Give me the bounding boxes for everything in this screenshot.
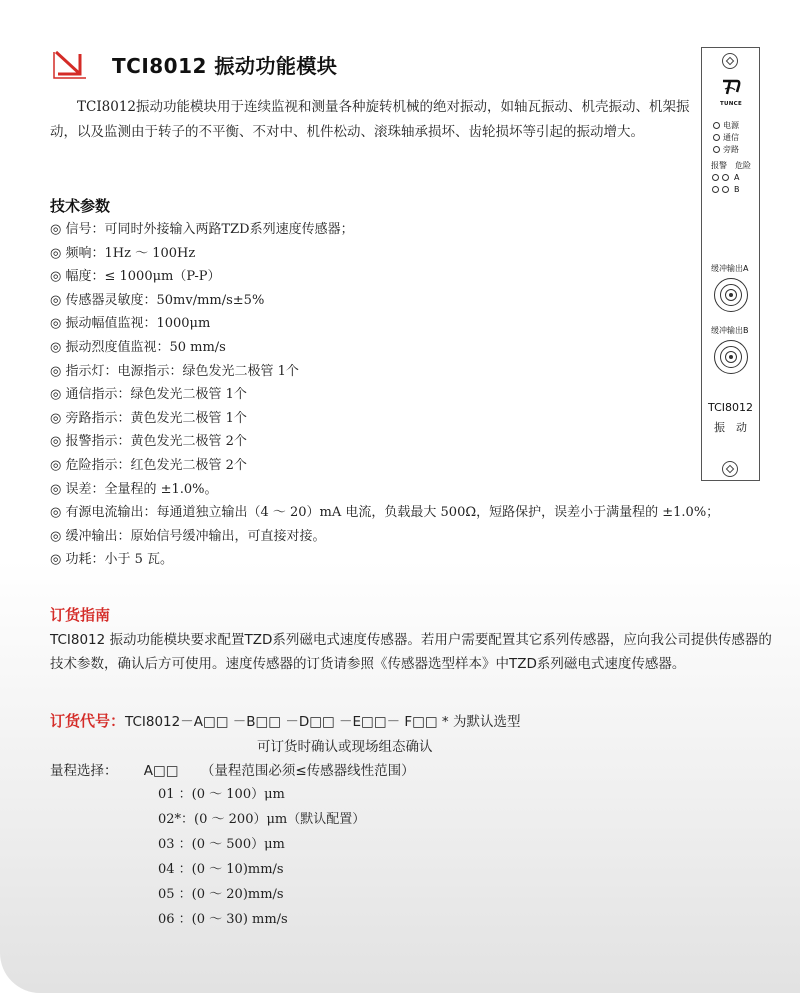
spec-item: ◎ 振动烈度值监视：50 mm/s xyxy=(50,339,226,355)
range-note: （量程范围必须≤传感器线性范围） xyxy=(200,763,415,779)
bnc-connector-icon xyxy=(714,340,748,374)
range-code: A□□ xyxy=(143,763,179,779)
alarm-label: 报警 xyxy=(711,161,727,170)
page-title: TCI8012 振动功能模块 xyxy=(112,53,338,78)
brand-logo xyxy=(718,78,744,108)
buffer-a-label: 缓冲输出A xyxy=(711,264,749,273)
led-icon xyxy=(712,174,719,181)
order-code-row xyxy=(50,710,520,731)
range-option: 03 ：(0 ～ 500）μm xyxy=(158,837,285,852)
spec-item: ◎ 旁路指示：黄色发光二极管 1个 xyxy=(50,410,247,426)
spec-item: ◎ 缓冲输出：原始信号缓冲输出，可直接对接。 xyxy=(50,528,326,544)
title-row xyxy=(50,44,337,84)
led-power xyxy=(713,120,739,131)
module-front-panel xyxy=(701,47,760,481)
led-icon xyxy=(712,186,719,193)
spec-item: ◎ 指示灯：电源指示：绿色发光二极管 1个 xyxy=(50,363,299,379)
led-comm xyxy=(713,132,739,143)
led-bypass xyxy=(713,144,739,155)
bnc-connector-icon xyxy=(714,278,748,312)
spec-item: ◎ 传感器灵敏度：50mv/mm/s±5% xyxy=(50,292,265,308)
buffer-b-label: 缓冲输出B xyxy=(711,326,749,335)
red-arrow-icon xyxy=(50,48,90,80)
led-power-label: 电源 xyxy=(723,121,739,130)
spec-item: ◎ 频响：1Hz ～ 100Hz xyxy=(50,245,196,261)
range-option: 05 ：(0 ～ 20)mm/s xyxy=(158,887,284,902)
spec-item: ◎ 报警指示：黄色发光二极管 2个 xyxy=(50,434,247,450)
range-option: 04 ：(0 ～ 10)mm/s xyxy=(158,862,284,877)
led-icon xyxy=(722,174,729,181)
spec-item: ◎ 危险指示：红色发光二极管 2个 xyxy=(50,457,247,473)
brand-name: TUNCE xyxy=(719,101,743,107)
panel-function: 振 动 xyxy=(714,421,747,434)
spec-list xyxy=(50,218,780,572)
led-comm-label: 通信 xyxy=(723,133,739,142)
order-heading: 订货指南 xyxy=(50,606,111,624)
screw-icon xyxy=(722,461,738,477)
channel-b-label: B xyxy=(734,185,740,194)
brand-mark-icon xyxy=(721,78,741,96)
spec-item: ◎ 通信指示：绿色发光二极管 1个 xyxy=(50,387,247,403)
spec-item: ◎ 幅度：≤ 1000μm（P-P） xyxy=(50,269,221,285)
led-row-a xyxy=(712,173,739,182)
range-option: 06 ：(0 ～ 30) mm/s xyxy=(158,912,288,927)
spec-item: ◎ 有源电流输出：每通道独立输出（4 ～ 20）mA 电流，负载最大 500Ω，短路保护，误差小于满量程的 ±1.0%； xyxy=(50,505,720,521)
range-label: 量程选择： xyxy=(50,763,118,779)
danger-label: 危险 xyxy=(735,161,751,170)
range-select-row xyxy=(50,759,415,779)
range-option: 02*：(0 ～ 200）μm（默认配置） xyxy=(158,812,366,827)
order-code-note: 可订货时确认或现场组态确认 xyxy=(257,739,433,755)
range-option: 01 ：(0 ～ 100）μm xyxy=(158,787,285,802)
screw-icon xyxy=(722,53,738,69)
led-icon xyxy=(722,186,729,193)
panel-model: TCI8012 xyxy=(708,401,753,414)
order-code-label: 订货代号： xyxy=(50,712,126,730)
spec-item: ◎ 功耗：小于 5 瓦。 xyxy=(50,552,174,568)
channel-a-label: A xyxy=(734,173,740,182)
order-paragraph: TCI8012 振动功能模块要求配置TZD系列磁电式速度传感器。若用户需要配置其它系列传感器，应向我公司提供传感器的技术参数，确认后方可使用。速度传感器的订货请参照《传感器选型样本》中TZD系列磁电式速度传感器。 xyxy=(50,632,772,672)
range-options xyxy=(158,782,365,932)
spec-item: ◎ 信号：可同时外接输入两路TZD系列速度传感器； xyxy=(50,222,354,237)
led-row-b xyxy=(712,185,740,194)
order-code-value: TCI8012－A□□ －B□□ －D□□ －E□□－ F□□ * 为默认选型 xyxy=(125,714,521,730)
led-bypass-label: 旁路 xyxy=(723,145,739,154)
led-icon xyxy=(713,146,720,153)
led-icon xyxy=(713,122,720,129)
intro-paragraph: TCI8012振动功能模块用于连续监视和测量各种旋转机械的绝对振动，如轴瓦振动、机壳振动、机架振动，以及监测由于转子的不平衡、不对中、机件松动、滚珠轴承损坏、齿轮损坏等引起的振动增大。 xyxy=(50,99,690,140)
specs-heading: 技术参数 xyxy=(50,197,111,215)
spec-item: ◎ 误差：全量程的 ±1.0%。 xyxy=(50,481,218,497)
led-icon xyxy=(713,134,720,141)
spec-item: ◎ 振动幅值监视：1000μm xyxy=(50,316,211,332)
